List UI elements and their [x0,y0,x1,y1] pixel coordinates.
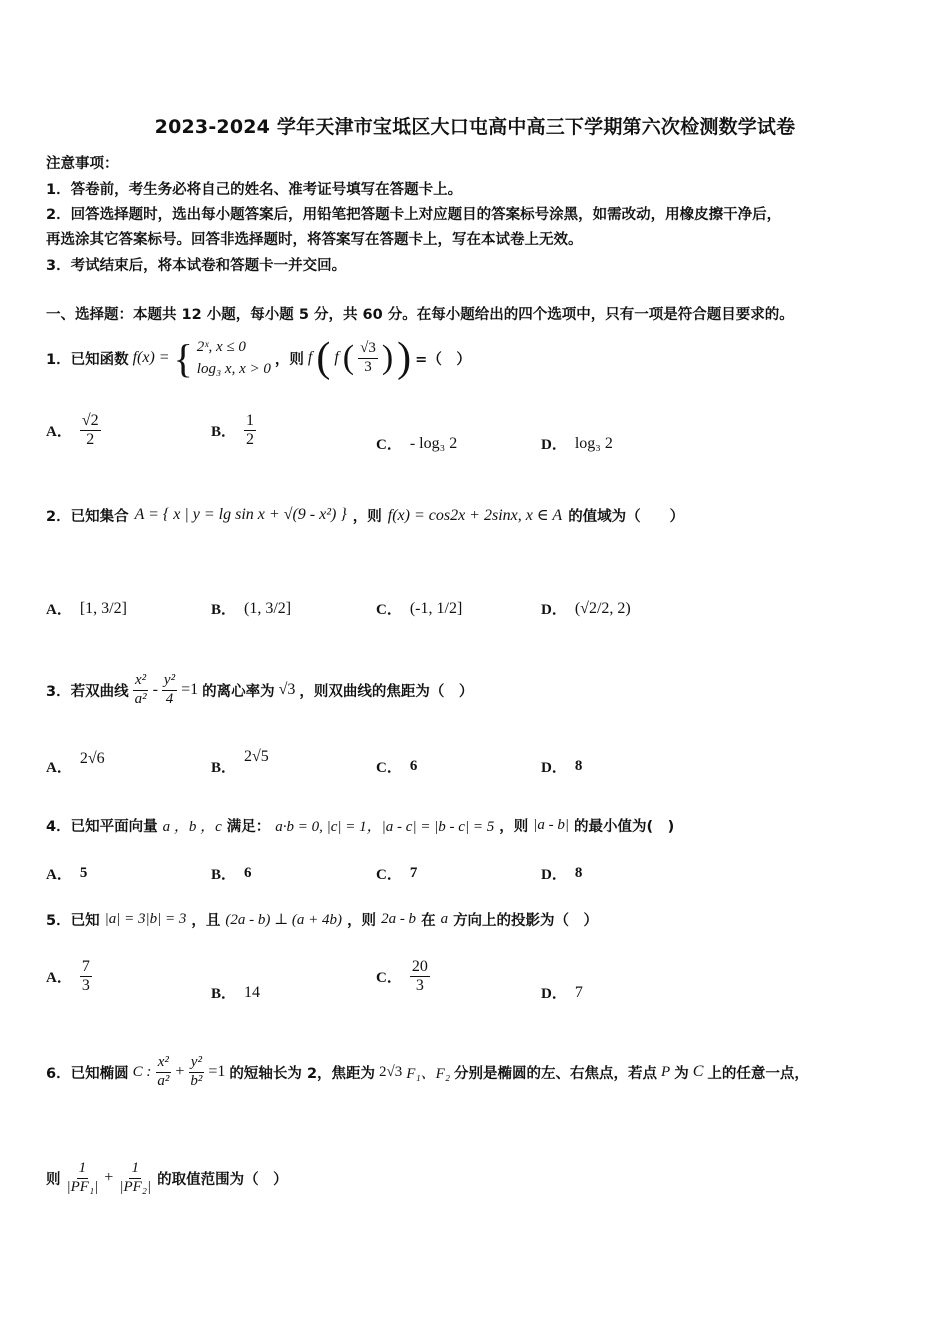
q1-option-a-value [80,412,101,450]
q6-sum-fraction-1 [65,1160,101,1196]
q6-prefix: 6．已知椭圆 [46,1065,129,1082]
q2-option-a[interactable] [46,598,127,619]
q5-option-c-den: 3 [415,977,424,995]
q2-suffix: 的值域为（ ） [568,508,685,525]
q5-option-b-value: 14 [244,983,261,1001]
q1-piece-1: 2ˣ, x ≤ 0 [196,338,246,355]
q3-option-a[interactable] [46,749,105,777]
q4-option-a-label: A． [46,867,72,883]
q3-option-a-value: 2√6 [79,749,105,767]
q6-fraction-1-num: x² [156,1054,171,1072]
q6-mid-3: 为 [674,1065,689,1082]
notice-item-1: 1．答卷前，考生务必将自己的姓名、准考证号填写在答题卡上。 [46,182,463,198]
q2-set: A = { x | y = lg sin x + √(9 - x²) } [134,506,347,523]
q6-ellipse-name: C : [132,1063,152,1080]
q6-fraction-1 [155,1054,171,1090]
q4-expression: |a - b| [533,816,569,833]
q5-mid-3: 在 [421,912,436,929]
q5-option-c[interactable] [376,958,430,996]
q1-numerator: √3 [358,340,378,358]
q1-option-a-num: √2 [80,412,101,431]
q5-option-b-label: B． [211,986,237,1002]
q6-point: P [661,1063,671,1080]
q3-option-c[interactable] [376,756,417,777]
q3-fraction-2-num: y² [162,672,177,690]
q2-option-c-value: (-1, 1/2] [409,599,463,617]
q1-option-c-label: C． [376,437,402,453]
q3-fraction-2 [162,672,177,708]
q6-equals: =1 [208,1063,226,1080]
q1-piece-2: log₃ x, x > 0 [196,361,271,377]
q3-suffix: ，则双曲线的焦距为（ ） [299,683,474,700]
q1-option-a[interactable] [46,412,101,450]
q3-option-a-label: A． [46,760,72,776]
q3-fraction-2-den: 4 [165,690,174,707]
q1-option-b-label: B． [211,424,237,441]
notice-item-3: 3．考试结束后，将本试卷和答题卡一并交回。 [46,258,347,274]
section-heading: 一、选择题：本题共 12 小题，每小题 5 分，共 60 分。在每小题给出的四个选项中，只有一项是符合题目要求的。 [46,307,794,323]
q5-mid-1: ，且 [191,912,221,929]
q3-prefix: 3．若双曲线 [46,683,129,700]
q3-mid: 的离心率为 [202,683,275,700]
q6-sum-plus: + [104,1169,114,1186]
notice-item-2a: 2．回答选择题时，选出每小题答案后，用铅笔把答题卡上对应题目的答案标号涂黑，如需改动，用橡皮擦干净后， [46,207,782,223]
q6-fraction-1-den: a² [157,1072,170,1089]
q3-option-d-value: 8 [574,758,583,774]
q1-option-d[interactable] [541,433,613,454]
q3-option-b-label: B． [211,760,237,776]
q3-minus: - [152,681,158,698]
q5-option-a-label: A． [46,970,72,987]
q1-option-b[interactable] [211,412,256,450]
q4-option-c-value: 7 [409,865,418,881]
q2-option-a-label: A． [46,602,72,618]
q5-option-c-label: C． [376,970,402,987]
q3-equals: =1 [181,681,199,698]
question-6 [46,1044,809,1100]
q2-option-b-label: B． [211,602,237,618]
q3-eccentricity: √3 [278,681,296,698]
q1-prefix: 1．已知函数 [46,351,129,368]
q1-denominator: 3 [364,358,372,375]
q6-fraction-2-den: b² [190,1072,203,1089]
q4-option-d-label: D． [541,867,567,883]
q6-mid-4: 上的任意一点， [707,1065,809,1082]
q4-condition: a·b = 0, |c| = 1，|a - c| = |b - c| = 5 [275,818,495,835]
q4-option-b-value: 6 [244,865,252,881]
q1-paren-open: ( [316,335,331,381]
q4-option-b[interactable] [211,863,252,884]
q6-sum-fraction-2-den: |PF₂| [119,1178,152,1195]
q6-curve: C [692,1063,704,1080]
q1-option-b-value [244,412,256,450]
q2-option-b-value: (1, 3/2] [244,599,292,617]
q5-option-a-num: 7 [80,958,92,977]
q4-vectors: a ，b ，c [162,818,222,835]
q1-pieces [197,336,271,381]
q1-inner-paren-open: ( [342,339,355,376]
q2-option-d-value: (√2/2, 2) [574,599,631,617]
q6-fraction-2-num: y² [189,1054,204,1072]
exam-title: 2023-2024 学年天津市宝坻区大口屯高中高三下学期第六次检测数学试卷 [154,116,796,138]
q5-option-b[interactable] [211,982,260,1003]
q3-option-b[interactable] [211,747,269,777]
q5-option-c-num: 20 [410,958,430,977]
q3-option-d[interactable] [541,756,582,777]
q4-option-a-value: 5 [79,865,88,881]
q4-option-c[interactable] [376,863,417,884]
q1-paren-close: ) [397,335,412,381]
q1-option-c-value: - log₃ 2 [409,434,458,452]
q3-option-b-value: 2√5 [244,747,269,765]
q3-option-c-value: 6 [409,758,418,774]
q5-expression: 2a - b [381,910,417,927]
q6-sum-fraction-2-num: 1 [129,1160,141,1178]
q2-option-d-label: D． [541,602,567,618]
q4-option-b-label: B． [211,867,237,883]
q5-option-d-value: 7 [574,983,583,1001]
notice-item-2b: 再选涂其它答案标号。回答非选择题时，将答案写在答题卡上，写在本试卷上无效。 [46,232,583,248]
q6-sum-fraction-1-den: |PF₁| [66,1178,99,1195]
q4-then: ，则 [499,818,529,835]
q2-prefix: 2．已知集合 [46,508,129,525]
q1-middle: ，则 [274,351,304,368]
q4-option-d[interactable] [541,863,582,884]
q6-sum-fraction-2 [117,1160,153,1196]
q5-option-a[interactable] [46,958,92,996]
q6-mid-1: 的短轴长为 2，焦距为 [229,1065,376,1082]
question-5 [46,902,598,936]
q2-function: f(x) = cos2x + 2sinx, x ∈ A [387,507,563,524]
q1-fraction [358,340,378,376]
q3-fraction-1-den: a² [134,690,147,707]
q5-option-c-value [410,958,430,996]
q5-condition-1: |a| = 3|b| = 3 [104,910,187,927]
q5-mid-2: ，则 [347,912,377,929]
q6-line2-prefix: 则 [46,1171,61,1188]
q2-option-d[interactable] [541,598,631,619]
q4-suffix: 的最小值为( ) [573,818,675,835]
q5-suffix: 方向上的投影为（ ） [453,912,599,929]
q6-mid-2: 分别是椭圆的左、右焦点，若点 [454,1065,658,1082]
q1-option-d-value: log₃ 2 [574,434,613,452]
q1-option-b-num: 1 [244,412,256,431]
q3-fraction-1 [133,672,149,708]
q4-option-a[interactable] [46,863,87,884]
q3-fraction-1-num: x² [133,672,148,690]
q2-option-b[interactable] [211,598,291,619]
question-1 [46,330,471,386]
q4-option-d-value: 8 [574,865,583,881]
q1-function-lhs: f(x) = [132,349,170,366]
q5-option-a-value [80,958,92,996]
q5-direction: a [440,910,449,927]
q6-focal-length: 2√3 [379,1063,403,1080]
q1-suffix: =（ ） [415,351,471,368]
q1-option-c[interactable] [376,433,457,454]
question-6-line-2 [46,1150,288,1206]
q2-middle: ，则 [352,508,382,525]
q4-prefix: 4．已知平面向量 [46,818,158,835]
q1-option-b-den: 2 [246,431,255,449]
q6-plus: + [175,1063,185,1080]
q1-option-a-den: 2 [86,431,95,449]
q1-option-a-label: A． [46,424,72,441]
q1-option-d-label: D． [541,437,567,453]
q6-foci: F₁、F₂ [406,1065,451,1082]
q6-sum-fraction-1-num: 1 [77,1160,89,1178]
q5-option-d-label: D． [541,986,567,1002]
question-4 [46,808,674,842]
q3-option-c-label: C． [376,760,402,776]
question-2 [46,492,684,538]
q4-option-c-label: C． [376,867,402,883]
q5-option-a-den: 3 [81,977,90,995]
q1-inner-f: f [334,349,339,366]
q2-option-c[interactable] [376,598,462,619]
q6-fraction-2 [188,1054,204,1090]
notice-heading: 注意事项： [46,156,119,172]
q1-outer-f: f [307,349,313,366]
question-3 [46,664,473,716]
q4-mid: 满足： [226,818,271,835]
q6-suffix: 的取值范围为（ ） [157,1171,288,1188]
q5-condition-2: (2a - b) ⊥ (a + 4b) [225,911,343,928]
q1-inner-paren-close: ) [381,339,394,376]
q3-option-d-label: D． [541,760,567,776]
q2-option-c-label: C． [376,602,402,618]
q2-option-a-value: [1, 3/2] [79,599,127,617]
q5-option-d[interactable] [541,982,583,1003]
q5-prefix: 5．已知 [46,912,100,929]
q1-brace: { [173,335,193,381]
